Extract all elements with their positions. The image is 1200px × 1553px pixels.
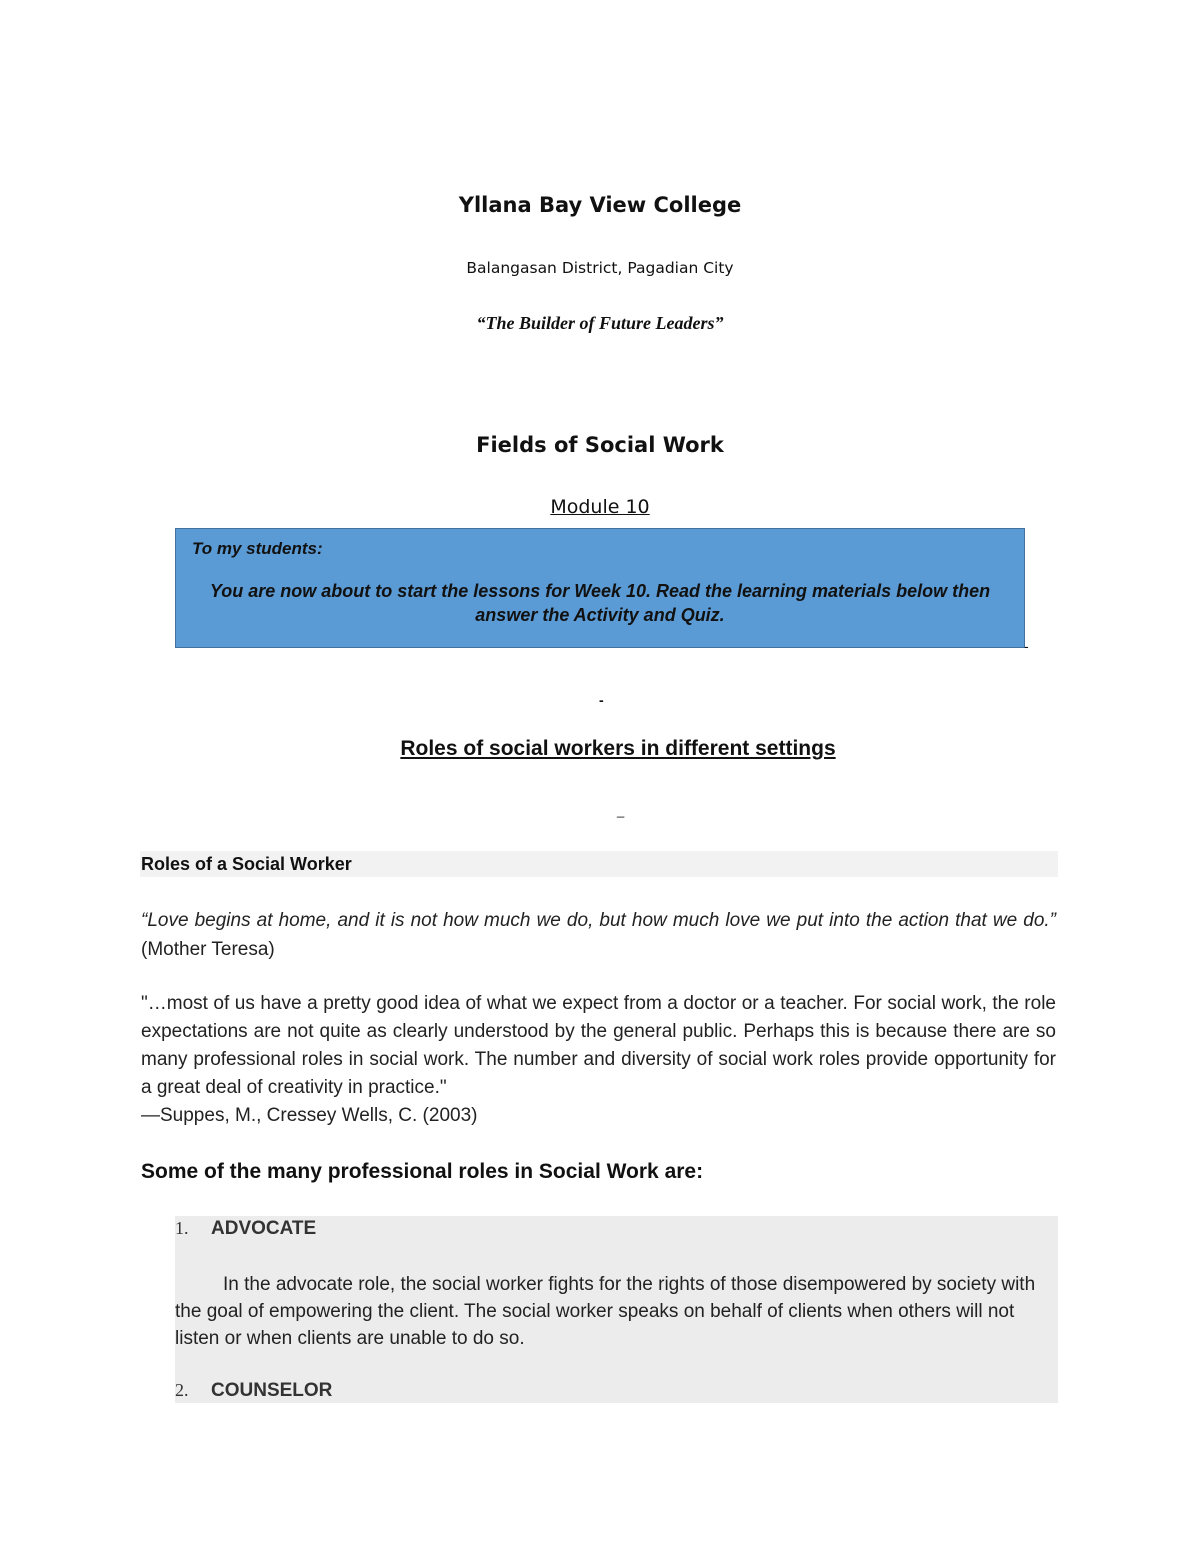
stray-mark-underscore: _ — [617, 803, 625, 818]
list-item — [175, 1380, 332, 1402]
list-item-description: In the advocate role, the social worker fights for the rights of those disempowered by society with the goal of empowering the client. The social worker speaks on behalf of clients when others will not listen or when clients are unable to do so. — [175, 1274, 1036, 1349]
suppes-quote-attribution: —Suppes, M., Cressey Wells, C. (2003) — [141, 1105, 478, 1126]
suppes-quote — [141, 990, 1056, 1130]
stray-mark-dash: - — [599, 692, 604, 708]
list-item-title: ADVOCATE — [211, 1218, 317, 1239]
stray-mark-after-box: - — [1024, 638, 1029, 654]
notice-box — [175, 528, 1025, 648]
mother-teresa-quote — [141, 906, 1056, 964]
quote-attribution: (Mother Teresa) — [141, 939, 275, 960]
list-item-number: 1. — [175, 1218, 189, 1238]
list-item — [175, 1218, 316, 1240]
notice-heading: To my students: — [192, 539, 323, 558]
suppes-quote-text: "…most of us have a pretty good idea of what we expect from a doctor or a teacher. For social work, the role expectations are not quite as clearly understood by the general public. Perhaps this is because there are so many professional roles in social work. The number and diversity of social work roles provide opportunity for a great deal of creativity in practice." — [141, 993, 1056, 1098]
quote-text: “Love begins at home, and it is not how much we do, but how much love we put into the action that we do.” — [141, 910, 1056, 931]
college-motto: “The Builder of Future Leaders” — [476, 313, 724, 333]
section-title: Roles of social workers in different settings — [400, 737, 836, 760]
module-label: Module 10 — [550, 496, 650, 518]
roles-heading: Roles of a Social Worker — [141, 854, 352, 874]
course-title: Fields of Social Work — [476, 433, 724, 457]
roles-list — [175, 1216, 1058, 1403]
list-item-title: COUNSELOR — [211, 1380, 333, 1401]
list-item-number: 2. — [175, 1380, 189, 1400]
notice-body: You are now about to start the lessons for Week 10. Read the learning materials below then answer the Activity and Quiz. — [209, 581, 991, 625]
many-roles-heading: Some of the many professional roles in Social Work are: — [141, 1160, 704, 1183]
college-address: Balangasan District, Pagadian City — [466, 259, 734, 277]
college-name: Yllana Bay View College — [458, 193, 742, 217]
